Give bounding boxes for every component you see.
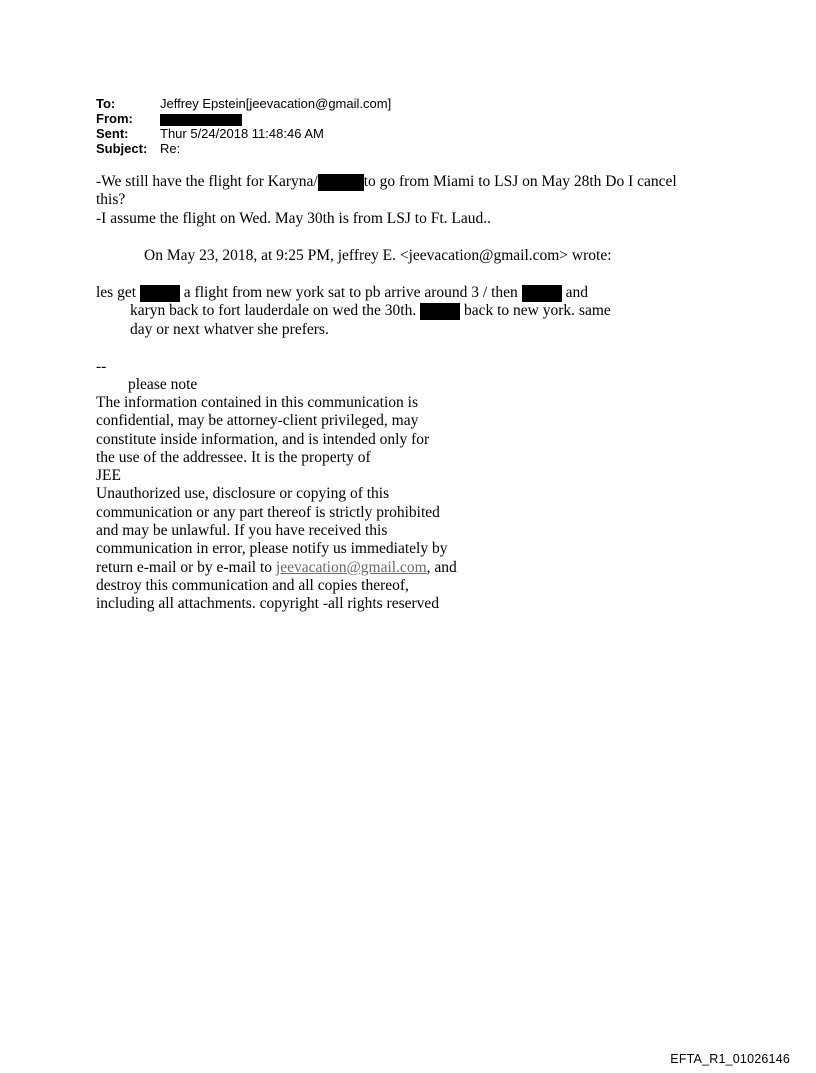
body-line-1-b: to go from Miami to LSJ on May 28th Do I cancel — [363, 173, 677, 190]
disclaimer-line: destroy this communication and all copies thereof, — [96, 576, 409, 594]
body-line-2: this? — [96, 191, 126, 208]
document-id: EFTA_R1_01026146 — [670, 1052, 790, 1066]
email-link[interactable]: jeevacation@gmail.com — [275, 558, 427, 576]
quote-line-2-a: karyn back to fort lauderdale on wed the 30th. — [130, 302, 417, 319]
to-label: To: — [96, 96, 116, 111]
disclaimer-line: and may be unlawful. If you have received this — [96, 522, 388, 540]
quote-line-1 — [96, 284, 588, 302]
subject-label: Subject: — [96, 141, 148, 156]
sent-value: Thur 5/24/2018 11:48:46 AM — [160, 126, 324, 141]
redaction-block — [160, 114, 242, 126]
from-value-redacted — [160, 111, 242, 126]
quote-line-2 — [130, 302, 611, 320]
quote-line-2-b: back to new york. same — [463, 302, 611, 319]
signature-dashes: -- — [96, 358, 107, 375]
return-text-b: , and — [426, 558, 457, 576]
disclaimer-line-return — [96, 559, 457, 577]
disclaimer-line: Unauthorized use, disclosure or copying of this — [96, 485, 390, 503]
disclaimer-note: please note — [128, 376, 198, 393]
disclaimer-block — [96, 394, 457, 614]
disclaimer-line: JEE — [96, 467, 121, 485]
redaction-block — [420, 303, 460, 320]
redaction-block — [318, 174, 364, 191]
quote-intro: On May 23, 2018, at 9:25 PM, jeffrey E. <jeevacation@gmail.com> wrote: — [144, 247, 612, 264]
disclaimer-line: the use of the addressee. It is the property of — [96, 448, 371, 466]
from-label: From: — [96, 111, 133, 126]
quote-line-3: day or next whatver she prefers. — [130, 321, 329, 338]
quote-line-1-c: and — [565, 284, 588, 301]
subject-value: Re: — [160, 141, 181, 156]
sent-label: Sent: — [96, 126, 129, 141]
body-line-3: -I assume the flight on Wed. May 30th is from LSJ to Ft. Laud.. — [96, 210, 491, 227]
body-line-1 — [96, 173, 677, 191]
redaction-block — [522, 285, 562, 302]
body-line-1-a: -We still have the flight for Karyna/ — [96, 173, 318, 190]
quote-line-1-a: les get — [96, 284, 137, 301]
disclaimer-line: confidential, may be attorney-client privileged, may — [96, 412, 419, 430]
return-text-a: return e-mail or by e-mail to — [96, 558, 276, 576]
disclaimer-line: communication in error, please notify us immediately by — [96, 540, 448, 558]
disclaimer-line: constitute inside information, and is intended only for — [96, 430, 430, 448]
disclaimer-line: The information contained in this communication is — [96, 394, 418, 411]
disclaimer-line: including all attachments. copyright -all rights reserved — [96, 595, 440, 613]
redaction-block — [140, 285, 180, 302]
to-value: Jeffrey Epstein[jeevacation@gmail.com] — [160, 96, 392, 111]
disclaimer-line: communication or any part thereof is strictly prohibited — [96, 503, 440, 521]
quote-line-1-b: a flight from new york sat to pb arrive around 3 / then — [183, 284, 518, 301]
